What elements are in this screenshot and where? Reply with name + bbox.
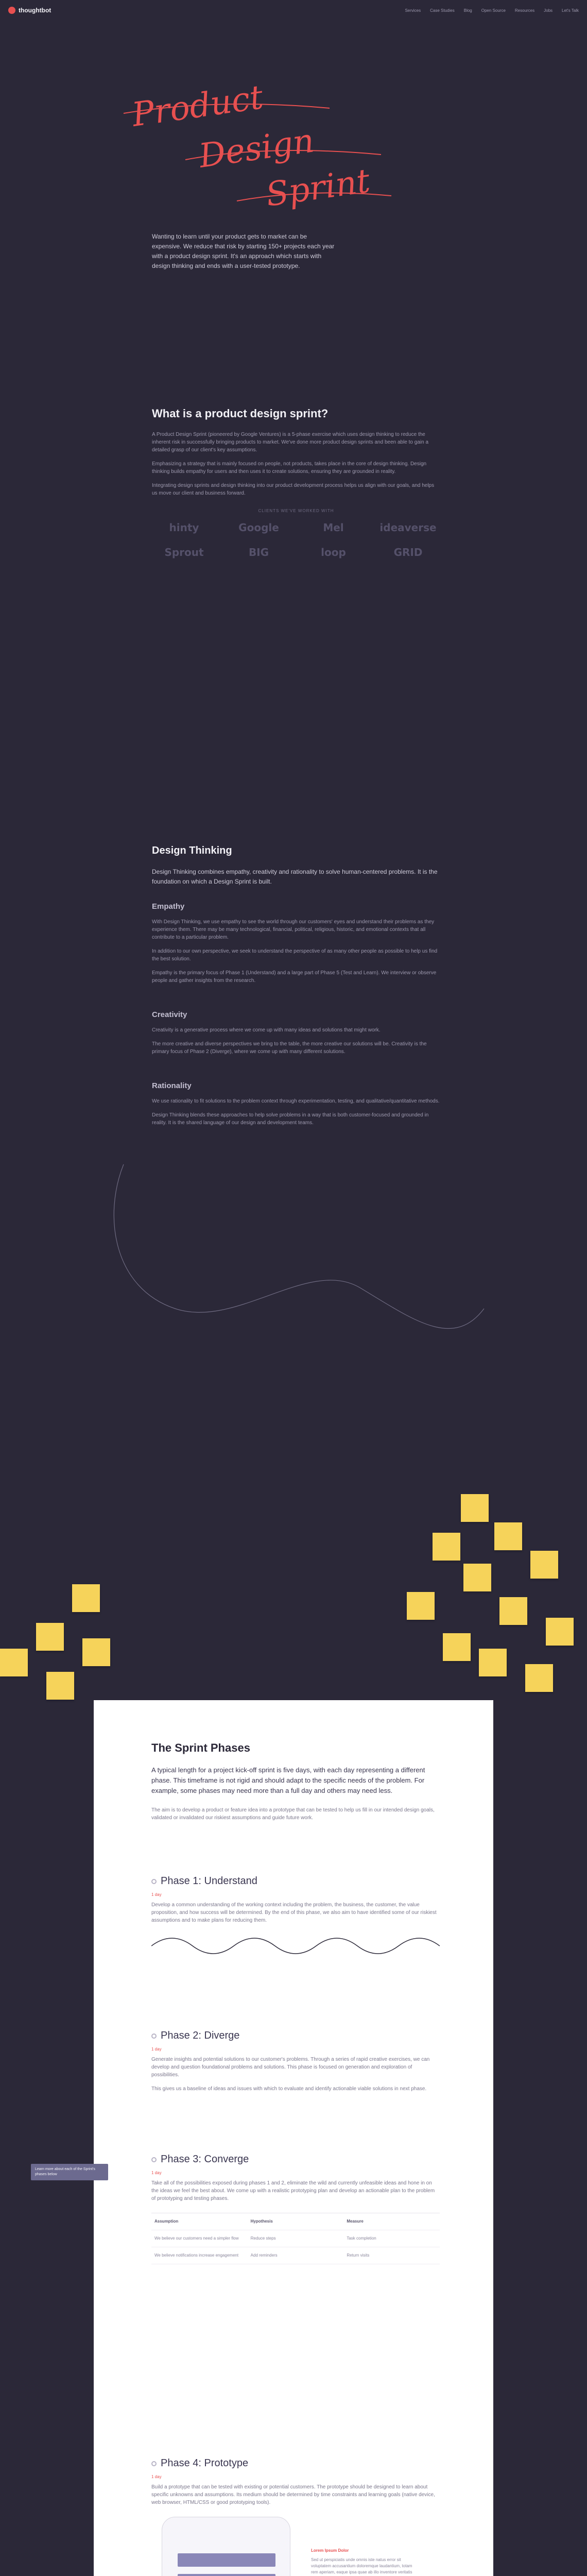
paragraph: In addition to our own perspective, we seek to understand the perspective of as many other people as possible to help us find the best solution. <box>152 948 438 962</box>
clients-label: CLIENTS WE'VE WORKED WITH <box>258 509 334 513</box>
sticky-note <box>36 1623 64 1651</box>
phone-mockup <box>162 2517 290 2576</box>
client-logo: hinty <box>169 521 199 534</box>
sticky-note <box>72 1584 100 1612</box>
subsection-title: Empathy <box>152 902 185 911</box>
sticky-note <box>530 1551 558 1579</box>
wave-path <box>151 1938 440 1954</box>
phase-tooltip: Learn more about each of the Sprint's phases below <box>31 2164 108 2180</box>
nav-item[interactable]: Open Source <box>481 8 506 13</box>
client-logos <box>152 521 440 558</box>
prototype-illustration <box>151 2517 440 2576</box>
section-title: The Sprint Phases <box>151 1741 250 1754</box>
sticky-note <box>546 1618 574 1646</box>
phase-dot-icon <box>151 2033 157 2039</box>
sticky-note <box>82 1638 110 1666</box>
paragraph: The aim is to develop a product or feature idea into a prototype that can be tested to help us fill in our intended design goals, validated or invalidated our riskiest assumptions and guide future work. <box>151 1807 435 1821</box>
sticky-note <box>46 1672 74 1700</box>
client-logo: GRID <box>393 546 423 558</box>
phase-wave <box>151 1930 440 1961</box>
paragraph: Empathy is the primary focus of Phase 1 (Understand) and a large part of Phase 5 (Test and Learn). We interview or observe people and gather insights from the research. <box>152 970 437 984</box>
paragraph: With Design Thinking, we use empathy to see the world through our customers' eyes and understand their problems as they experience them. There may be many technological, financial, political, religious, historic, and emotional contexts that all contribute to a particular problem. <box>152 919 435 940</box>
phase-dot-icon <box>151 2157 157 2162</box>
phase-duration: 1 day <box>151 2047 162 2052</box>
phase-title <box>151 2458 440 2469</box>
phase-title <box>151 1875 440 1887</box>
table-header: Hypothesis <box>248 2213 344 2230</box>
client-logo: Mel <box>323 521 344 534</box>
phase-1 <box>151 1875 440 1964</box>
logo-icon <box>8 7 15 14</box>
table-cell: Task completion <box>343 2230 440 2247</box>
phase-duration: 1 day <box>151 1892 162 1897</box>
hero-title-graphic <box>113 77 402 211</box>
main-nav <box>405 8 579 13</box>
subsection-title: Rationality <box>152 1081 192 1090</box>
paragraph: Develop a common understanding of the working context including the problem, the business, the customer, the value proposition, and how success will be determined. By the end of this phase, we also aim to have identified some of our riskiest assumptions and to make plans for reducing them. <box>151 1902 437 1923</box>
client-logo: loop <box>321 546 346 558</box>
what-section <box>152 407 440 558</box>
nav-item[interactable]: Case Studies <box>430 8 455 13</box>
table-cell: Return visits <box>343 2247 440 2264</box>
note-text: Sed ut perspiciatis unde omnis iste natus error sit voluptatem accusantium doloremque laudantium, totam rem aperiam, eaque ipsa quae ab illo inventore veritatis <box>311 2557 412 2574</box>
hero-word: Product <box>129 78 266 134</box>
paragraph: Creativity is a generative process where we come up with many ideas and solutions that might work. <box>152 1027 381 1033</box>
site-header <box>0 0 587 21</box>
phase-title <box>151 2030 440 2042</box>
sticky-note <box>407 1592 435 1620</box>
table-cell: We believe notifications increase engagement <box>151 2247 248 2264</box>
thinking-section <box>152 845 440 1133</box>
sticky-note <box>461 1494 489 1522</box>
phase-2 <box>151 2030 440 2099</box>
sticky-note <box>433 1533 460 1561</box>
client-logo: ideaverse <box>379 521 437 534</box>
prototype-note <box>311 2548 414 2576</box>
paragraph: Generate insights and potential solutions to our customer's problems. Through a series of rapid creative exercises, we can develop and question foundational problems and solutions. This phase is focused on generation and exploration of possibilities. <box>151 2057 430 2078</box>
brand-logo[interactable] <box>8 7 51 14</box>
nav-item[interactable]: Blog <box>463 8 472 13</box>
nav-item[interactable]: Services <box>405 8 421 13</box>
phase-4 <box>151 2458 440 2576</box>
nav-item[interactable]: Let's Talk <box>562 8 579 13</box>
paragraph: Emphasizing a strategy that is mainly focused on people, not products, takes place in the core of design thinking. Design thinking builds empathy for users and then uses it to create solutions, ensuring they are grounded in reality. <box>152 461 427 474</box>
paragraph: Integrating design sprints and design thinking into our product development process helps us align with our goals, and helps us move our client and business forward. <box>152 483 435 496</box>
table-cell: Reduce steps <box>248 2230 344 2247</box>
nav-item[interactable]: Resources <box>514 8 535 13</box>
paragraph: Build a prototype that can be tested with existing or potential customers. The prototype should be designed to learn about specific unknowns and assumptions. Its medium should be determined by time constraints and learning goals (native device, web browser, HTML/CSS or good prototyping tools). <box>151 2484 435 2505</box>
table-header: Measure <box>343 2213 440 2230</box>
sticky-note <box>443 1633 471 1661</box>
paragraph: Design Thinking blends these approaches to help solve problems in a way that is both customer-focused and grounded in reality. It is the shared language of our design and development teams. <box>152 1112 429 1126</box>
assumption-table <box>151 2213 440 2264</box>
hero-intro: Wanting to learn until your product gets to market can be expensive. We reduce that risk by starting 150+ projects each year with a product design sprint. It's an approach which starts with design thinking and ends with a user-tested prototype. <box>152 233 335 269</box>
lead-paragraph: A typical length for a project kick-off sprint is five days, with each day representing a different phase. This timeframe is not rigid and should adapt to the specific needs of the problem. For example, some phases may need more than a full day and others may need less. <box>151 1766 425 1794</box>
paragraph: The more creative and diverse perspectives we bring to the table, the more creative our solutions will be. Creativity is the primary focus of Phase 2 (Diverge), where we come up with many different solutions. <box>152 1041 427 1055</box>
section-title: What is a product design sprint? <box>152 407 329 420</box>
phase-duration: 1 day <box>151 2475 162 2479</box>
client-logo: BIG <box>248 546 269 558</box>
paragraph: Design Thinking combines empathy, creativity and rationality to solve human-centered problems. It is the foundation on which a Design Sprint is built. <box>152 868 438 885</box>
phase-duration: 1 day <box>151 2171 162 2175</box>
phase-name: Phase 2: Diverge <box>161 2030 240 2041</box>
phase-name: Phase 4: Prototype <box>161 2458 249 2469</box>
phase-dot-icon <box>151 1879 157 1884</box>
curve-path <box>114 1164 484 1329</box>
sticky-note <box>525 1664 553 1692</box>
note-title: Lorem Ipsum Dolor <box>311 2548 349 2553</box>
client-logo: Sprout <box>164 546 204 558</box>
table-header: Assumption <box>151 2213 248 2230</box>
table-cell: We believe our customers need a simpler flow <box>151 2230 248 2247</box>
sticky-note <box>499 1597 527 1625</box>
sprint-phases-card <box>94 1700 493 2576</box>
nav-item[interactable]: Jobs <box>544 8 553 13</box>
sticky-note <box>0 1649 28 1676</box>
phase-name: Phase 3: Converge <box>161 2154 249 2165</box>
table-cell: Add reminders <box>248 2247 344 2264</box>
phase-name: Phase 1: Understand <box>161 1875 257 1887</box>
hero-word: Sprint <box>263 162 373 211</box>
paragraph: A Product Design Sprint (pioneered by Google Ventures) is a 5-phase exercise which uses design thinking to reduce the inherent risk in successfully bringing products to market. We've done more product design sprints and been able to gain a detailed grasp of our client's key assumptions. <box>152 432 429 453</box>
paragraph: This gives us a baseline of ideas and issues with which to evaluate and identify actionable viable solutions in next phase. <box>151 2086 427 2092</box>
hero-title <box>113 77 402 211</box>
sticky-note <box>479 1649 507 1676</box>
phase-dot-icon <box>151 2461 157 2466</box>
sticky-note <box>494 1522 522 1550</box>
phase-3 <box>151 2154 440 2264</box>
prototype-bar <box>178 2574 275 2576</box>
paragraph: We use rationality to fit solutions to the problem context through experimentation, testing, and qualitative/quantitative methods. <box>152 1098 440 1104</box>
subsection-title: Creativity <box>152 1010 187 1019</box>
client-logo: Google <box>238 521 279 534</box>
paragraph: Take all of the possibilities exposed during phases 1 and 2, eliminate the wild and currently unfeasible ideas and hone in on the ideas we feel the best about. We come up with a realistic prototyping plan and develop an actionable plan to the problem of prototyping and testing phases. <box>151 2180 435 2201</box>
prototype-bar <box>178 2553 275 2567</box>
sprint-intro <box>151 1741 440 1828</box>
brand-name: thoughtbot <box>19 7 51 14</box>
hero-word: Design <box>196 122 317 176</box>
decorative-curve <box>93 1154 505 1360</box>
section-title: Design Thinking <box>152 845 232 856</box>
phase-title <box>151 2154 440 2165</box>
sticky-note <box>463 1564 491 1591</box>
